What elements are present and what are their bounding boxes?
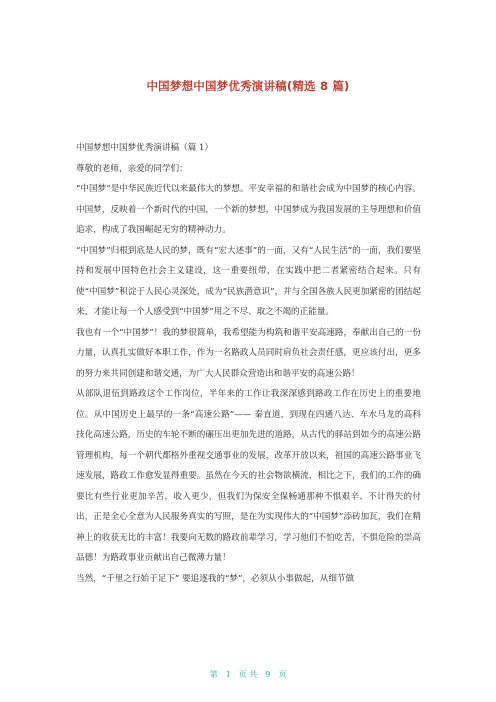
paragraph: 从部队退伍到路政这个工作岗位，半年来的工作让我深深感到路政工作在历史上的重要地位。从中国历史上最早的一条“高速公路”—— 秦直道，到现在四通八达、车水马龙的高科技化高速公路，历史的车轮不断的碾压出更加先进的道路，从古代的驿站到如今的高速公路管理机构，每一个朝代都格外重视交通事业的发展，改革开放以来，祖国的高速公路事业飞速发展，路政工作愈发显得重要。虽然在今天的社会物欲横流，相比之下，我们的工作的确要比有些行业更加辛苦，收入更少，但我们为保安全保畅通那种不惧艰辛、不计得失的付出，正是全心全意为人民服务真实的写照，是在为实现伟大的“中国梦”添砖加瓦，我们在精神上的收获无比的丰富！我要向无数的路政前辈学习，学习他们不怕吃苦，不惧危险的崇高品德！为路政事业贡献出自己微薄力量！: [76, 389, 421, 563]
section-heading: 中国梦想中国梦优秀演讲稿（篇 1）: [76, 143, 214, 153]
paragraph: “中国梦”归根到底是人民的梦，既有“宏大述事”的一面，又有“人民生活”的一面，我们要坚持和发展中国特色社会主义建设，这一重要纽带，在实践中把二者紧密结合起来。只有使“中国梦”积淀于人民心灵深处，成为“民族潜意识”，并与全国各族人民更加紧密的团结起来，才能让每一个人感受到“中国梦”用之不尽、取之不竭的正能量。: [76, 245, 421, 317]
paragraph: “中国梦”是中华民族近代以来最伟大的梦想。平安幸福的和谐社会成为中国梦的核心内容。中国梦，反映着一个新时代的中国，一个新的梦想，中国梦成为我国发展的主导理想和价值追求，构成了我国崛起无穷的精神动力。: [76, 184, 421, 235]
salutation: 尊敬的老师，亲爱的同学们：: [76, 163, 188, 174]
paragraph: 当然，“千里之行始于足下” 要追逐我的“梦”，必须从小事做起，从细节做: [76, 573, 355, 584]
document-title: 中国梦想中国梦优秀演讲稿(精选 8 篇): [146, 79, 350, 93]
page-footer: 第 1 页 共 9 页: [209, 670, 287, 679]
document-body: [76, 138, 421, 589]
paragraph: 我也有一个“中国梦”！我的梦很简单，我希望能为构筑和谐平安高速路，奉献出自己的一份力量，认真扎实做好本职工作，作为一名路政人员同时肩负社会责任感，更应该付出，更多的努力来共同创建和谐交通，为广大人民群众营造出和谐平安的高速公路！: [76, 327, 421, 379]
